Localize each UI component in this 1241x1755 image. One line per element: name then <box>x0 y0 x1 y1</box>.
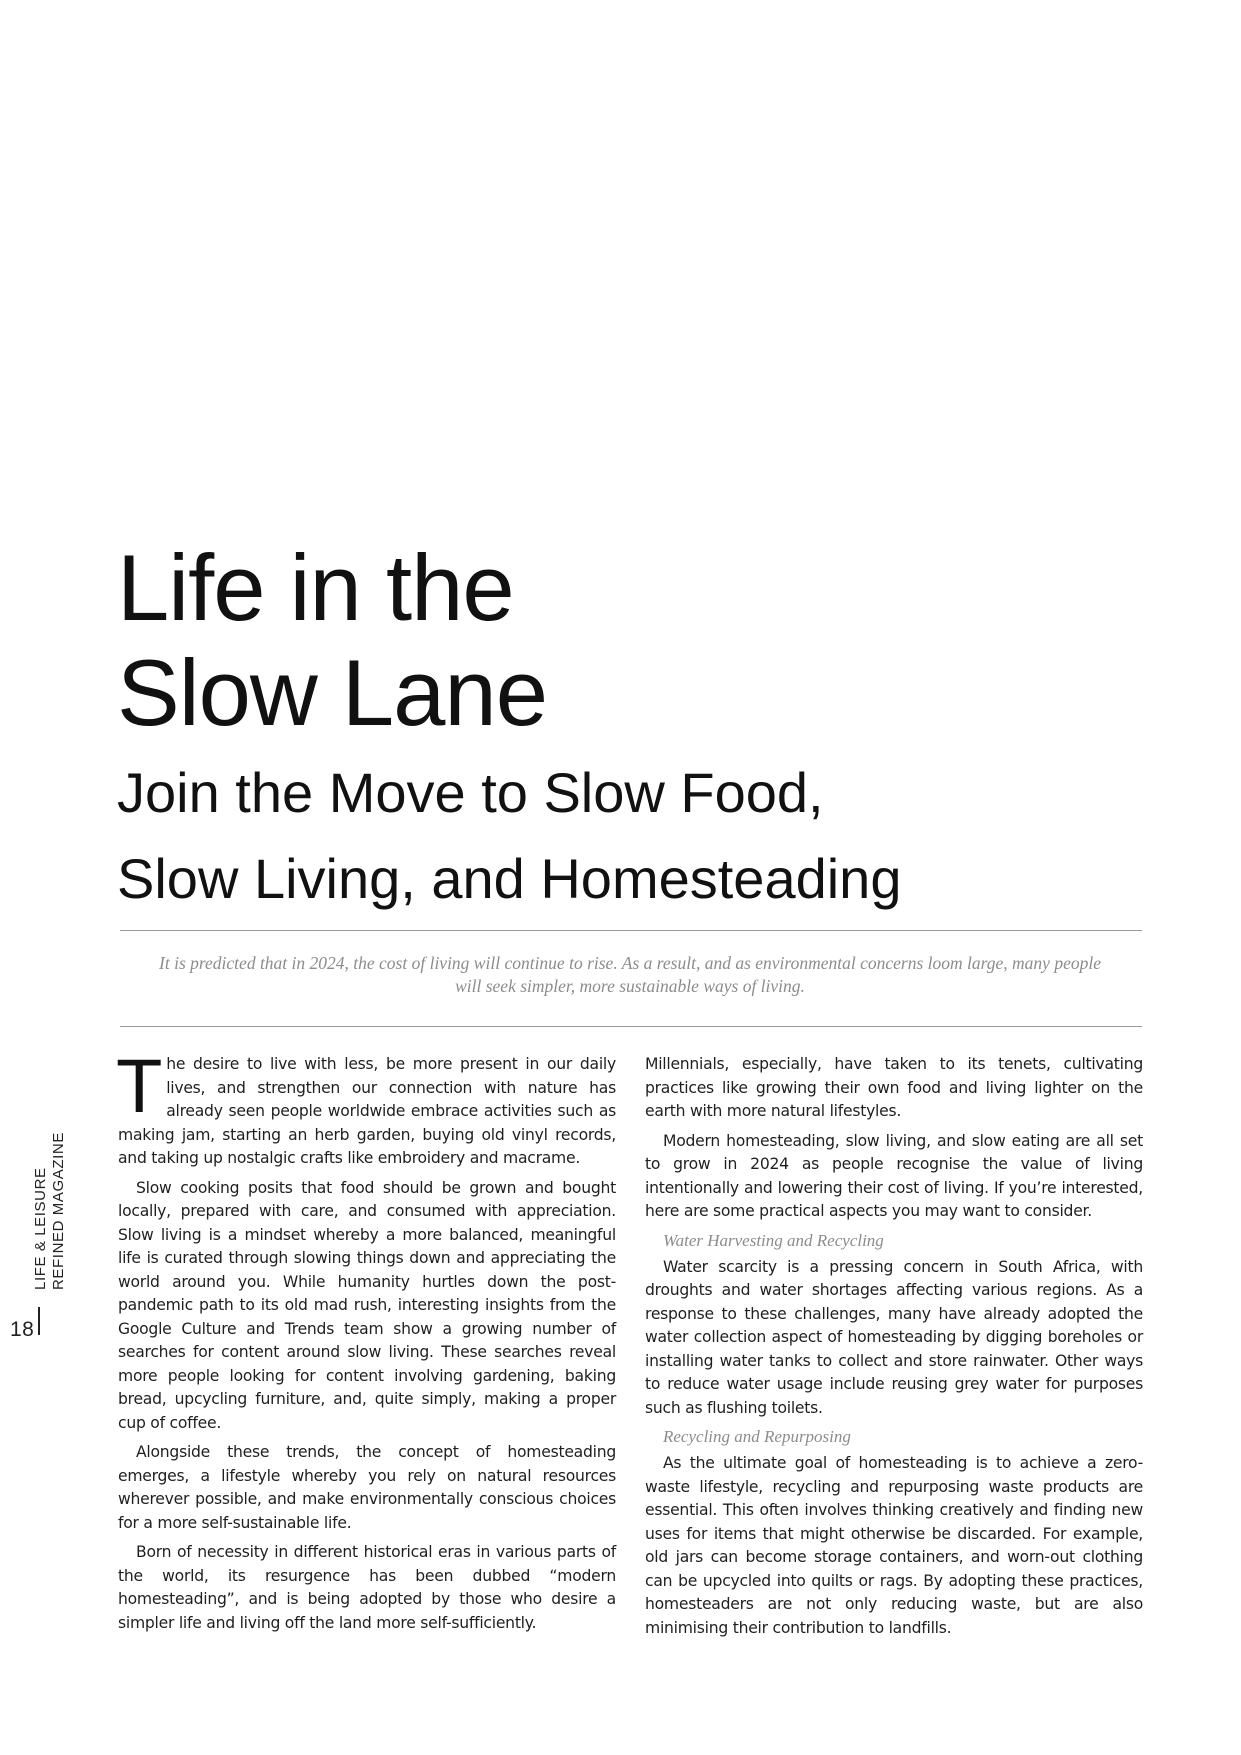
body-paragraph: Born of necessity in different historical eras in various parts of the world, its resurgence has been dubbed “modern homesteading”, and is being adopted by those who desire a simpler life and living off the land more self-sufficiently. <box>118 1543 616 1632</box>
article-title-line: Slow Lane <box>117 640 547 745</box>
sidebar-divider <box>38 1307 40 1335</box>
article-title-line: Life in the <box>117 535 514 640</box>
standfirst: It is predicted that in 2024, the cost of living will continue to rise. As a result, and as environmental concerns loom large, many people will seek simpler, more sustainable ways of living. <box>159 953 1101 996</box>
body-paragraph: Water scarcity is a pressing concern in South Africa, with droughts and water shortages affecting various regions. As a response to these challenges, many have already adopted the water collection aspect of homesteading by digging boreholes or installing water tanks to collect and store rainwater. Other ways to reduce water usage include reusing grey water for purposes such as flushing toilets. <box>645 1257 1143 1417</box>
body-paragraph: Alongside these trends, the concept of homesteading emerges, a lifestyle whereby you rely on natural resources wherever possible, and make environmentally conscious choices for a more self-sustainable life. <box>118 1443 616 1532</box>
body-paragraph: Millennials, especially, have taken to its tenets, cultivating practices like growing their own food and living lighter on the earth with more natural lifestyles. <box>645 1055 1143 1120</box>
body-paragraph: As the ultimate goal of homesteading is to achieve a zero-waste lifestyle, recycling and repurposing waste products are essential. This often involves thinking creatively and finding new uses for items that might otherwise be discarded. For example, old jars can become storage containers, and worn-out clothing can be upcycled into quilts or rags. By adopting these practices, homesteaders are not only reducing waste, but are also minimising their contribution to landfills. <box>645 1454 1143 1637</box>
article-subtitle <box>117 750 901 922</box>
divider-top <box>120 930 1142 931</box>
article-column-right <box>645 1053 1143 1646</box>
page-number: 18 <box>10 1318 35 1341</box>
article-subtitle-line: Join the Move to Slow Food, <box>117 761 824 824</box>
body-paragraph-text: he desire to live with less, be more present in our daily lives, and strengthen our connection with nature has already seen people worldwide embrace activities such as making jam, starting an herb garden, buying old vinyl records, and taking up nostalgic crafts like embroidery and macrame. <box>118 1055 616 1167</box>
article-subtitle-line: Slow Living, and Homesteading <box>117 847 902 910</box>
divider-bottom <box>120 1026 1142 1027</box>
sidebar-label <box>30 1120 75 1305</box>
page-sidebar <box>30 1120 75 1370</box>
article-column-left <box>116 1044 616 1641</box>
drop-cap: T <box>116 1044 163 1129</box>
section-label: LIFE & LEISURE <box>32 1167 49 1290</box>
magazine-name: REFINED MAGAZINE <box>50 1132 67 1290</box>
section-heading: Recycling and Repurposing <box>663 1427 851 1446</box>
body-paragraph: Slow cooking posits that food should be grown and bought locally, prepared with care, and consumed with appreciation. Slow living is a mindset whereby a more balanced, meaningful life is curated through slowing things down and appreciating the world around you. While humanity hurtles down the post-pandemic path to its old mad rush, interesting insights from the Google Culture and Trends team show a growing number of searches for content around slow living. These searches reveal more people looking for content involving gardening, baking bread, upcycling furniture, and, quite simply, making a proper cup of coffee. <box>118 1178 616 1432</box>
section-heading: Water Harvesting and Recycling <box>663 1230 884 1250</box>
body-paragraph: Modern homesteading, slow living, and slow eating are all set to grow in 2024 as people recognise the value of living intentionally and lowering their cost of living. If you’re interested, here are some practical aspects you may want to consider. <box>645 1131 1143 1220</box>
article-title <box>117 535 547 745</box>
body-paragraph <box>116 1044 616 1171</box>
